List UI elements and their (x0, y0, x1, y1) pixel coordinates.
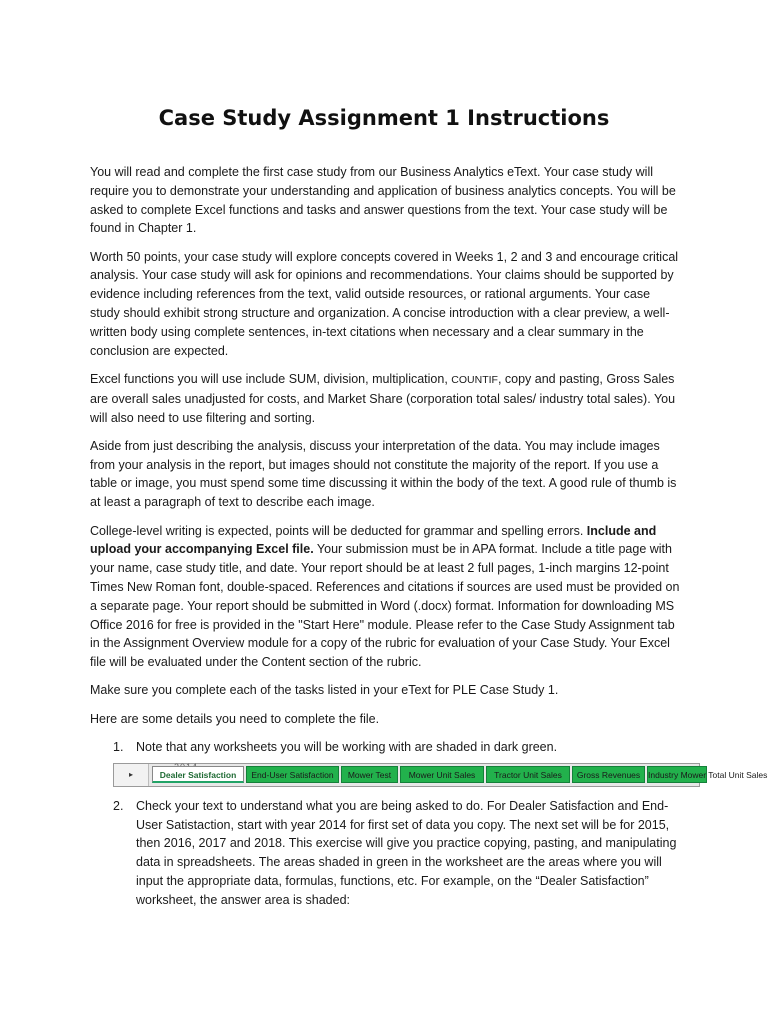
instruction-list (90, 738, 680, 757)
list-item-text: Note that any worksheets you will be working with are shaded in dark green. (136, 740, 558, 755)
paragraph-excel-functions (90, 370, 680, 427)
paragraph-interpretation: Aside from just describing the analysis, discuss your interpretation of the data. You may include images from your analysis in the report, but images should not constitute the majority of the report. If you use a table or image, you must spend some time discussing it within the body of the text. A good rule of thumb is at least a paragraph of text to describe each image. (90, 438, 677, 510)
list-number: 1. (113, 740, 124, 755)
sheet-tab-mower-unit-sales: Mower Unit Sales (400, 766, 484, 783)
paragraph-details: Here are some details you need to complete the file. (90, 711, 380, 726)
paragraph-writing (90, 522, 680, 672)
paragraph-worth: Worth 50 points, your case study will explore concepts covered in Weeks 1, 2 and 3 and encourage critical analysis. Your case study will ask for opinions and recommendations. Your claims should be supported by evidence including references from the text, valid outside resources, or rational arguments. Your case study should exhibit strong structure and organization. A concise introduction with a clear preview, a well-written body using complete sentences, in-text citations when necessary and a clear summary in the conclusion are expected. (90, 249, 679, 358)
sheet-tab-dealer-satisfaction: Dealer Satisfaction (152, 766, 244, 783)
writing-text-b: Your submission must be in APA format. Include a title page with your name, case study title, and date. Your report should be at least 2 full pages, 1-inch margins 12-point Times New Roman font, double-spaced. References and citations if sources are used must be provided on a separate page. Your report should be submitted in Word (.docx) format. Information for downloading MS Office 2016 for free is provided in the "Start Here" module. Please refer to the Case Study Assignment tab in the Assignment Overview module for a copy of the rubric for evaluation of your Case Study. Your Excel file will be evaluated under the Content section of the rubric. (90, 542, 680, 670)
list-item (90, 797, 680, 910)
instruction-list-continued (90, 797, 680, 910)
sheet-tab-end-user-satisfaction: End-User Satisfaction (246, 766, 339, 783)
list-item (90, 738, 680, 757)
page-title: Case Study Assignment 1 Instructions (158, 106, 610, 130)
paragraph-tasks: Make sure you complete each of the tasks listed in your eText for PLE Case Study 1. (90, 683, 559, 698)
excel-functions-text-b: , copy and pasting, Gross Sales are overall sales unadjusted for costs, and Market Share (corporation total sales/ industry total sales). You will also need to use filtering and sorting. (90, 371, 676, 425)
paragraph-intro: You will read and complete the first case study from our Business Analytics eText. Your case study will require you to demonstrate your understanding and application of business analytics concepts. You will be asked to complete Excel functions and tasks and answer questions from the text. Your case study will be found in Chapter 1. (90, 165, 676, 236)
tab-scroll-arrow-icon: ▸ (114, 764, 149, 786)
writing-text-a: College-level writing is expected, points will be deducted for grammar and spelling errors. (90, 523, 584, 538)
document-body (90, 163, 768, 910)
excel-functions-text-a: Excel functions you will use include SUM, division, multiplication, (90, 371, 448, 386)
sheet-tab-gross-revenues: Gross Revenues (572, 766, 645, 783)
list-number: 2. (113, 798, 124, 813)
excel-upload-note: Include and upload your accompanying Excel file. (90, 523, 657, 557)
sheet-tab-tractor-unit-sales: Tractor Unit Sales (486, 766, 570, 783)
list-item-text: Check your text to understand what you are being asked to do. For Dealer Satisfaction and End-User Satistaction, start with year 2014 for first set of data you copy. The next set will be for 2015, then 2016, 2017 and 2018. This exercise will give you practice copying, pasting, and manipulating data in spreadsheets. The areas shaded in green in the worksheet are the areas where you will input the appropriate data, formulas, functions, etc. For example, on the “Dealer Satisfaction” worksheet, the answer area is shaded: (136, 798, 677, 907)
sheet-tab-industry-mower-total: Industry Mower Total Unit Sales (647, 766, 707, 783)
countif-text: COUNTIF (451, 373, 498, 386)
sheet-tab-mower-test: Mower Test (341, 766, 398, 783)
excel-sheet-tabs-screenshot (113, 763, 768, 787)
